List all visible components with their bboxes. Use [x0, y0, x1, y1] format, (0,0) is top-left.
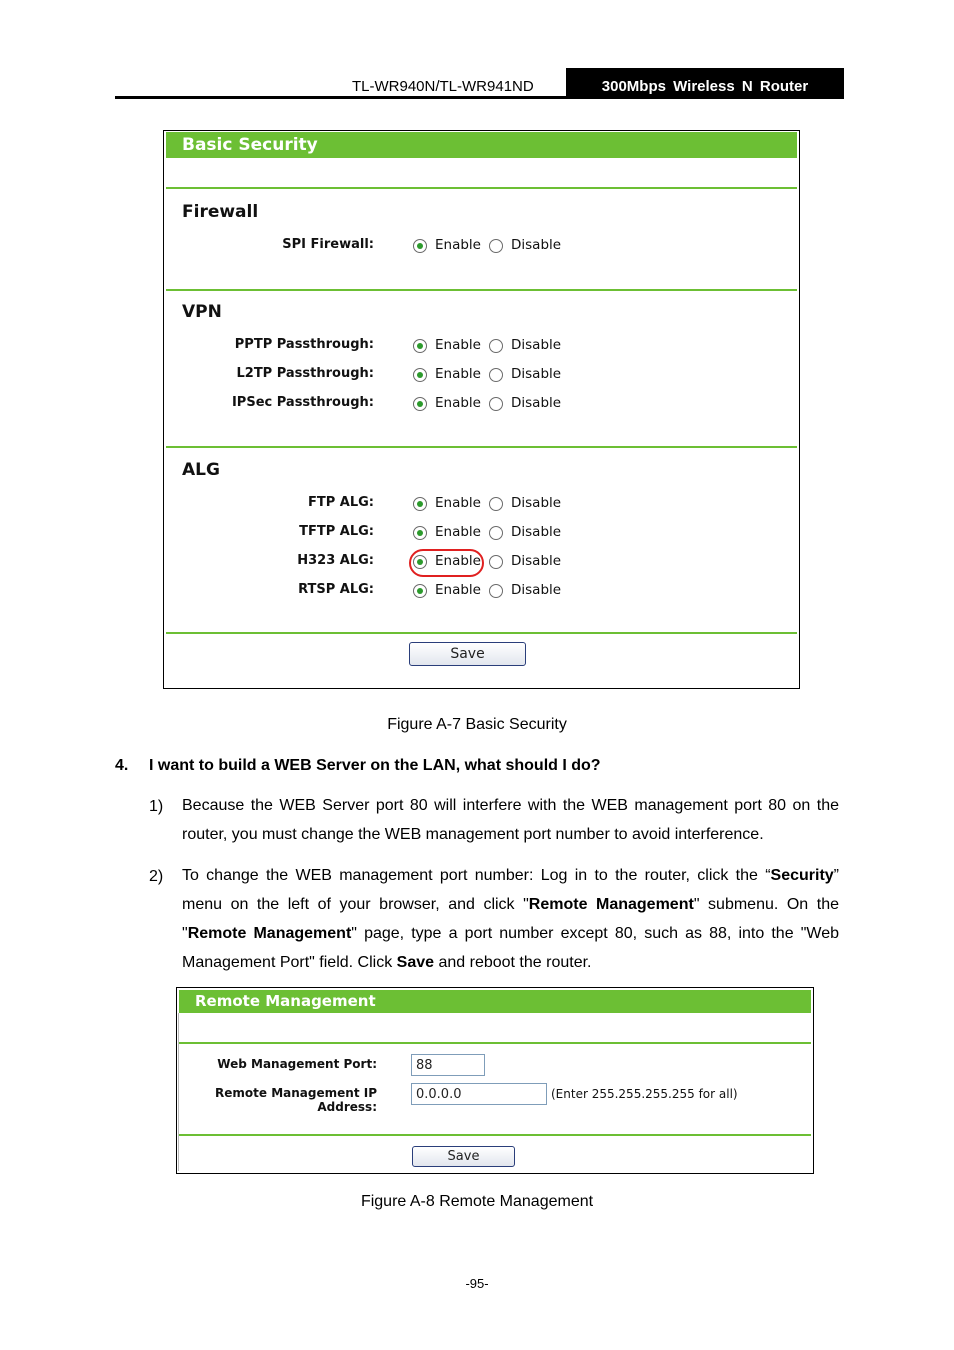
section-title-firewall: Firewall — [182, 202, 259, 222]
step-number: 2) — [149, 868, 164, 885]
enable-label[interactable]: Enable — [435, 237, 481, 253]
step-text-bold: Security — [770, 867, 834, 884]
highlight-circle — [409, 549, 484, 577]
ipsec-disable-radio[interactable] — [489, 397, 503, 411]
question-number: 4. — [115, 757, 129, 774]
ftp-alg-enable-radio[interactable] — [413, 497, 427, 511]
pptp-enable-radio[interactable] — [413, 339, 427, 353]
step-text-part: and reboot the router. — [434, 954, 592, 971]
enable-label[interactable]: Enable — [435, 524, 481, 540]
step-text: Because the WEB Server port 80 will interfere with the WEB management port 80 on the router, you must change the WEB management port number to avoid interference. — [182, 797, 839, 843]
web-management-port-input[interactable]: 88 — [411, 1054, 485, 1076]
panel-title-bar — [179, 990, 811, 1013]
row-label-tftp-alg: TFTP ALG: — [299, 524, 374, 539]
l2tp-enable-radio[interactable] — [413, 368, 427, 382]
step-text-bold: Remote Management — [528, 896, 694, 913]
row-label-ftp-alg: FTP ALG: — [307, 495, 374, 510]
label-remote-management-ip: Remote Management IP Address: — [215, 1086, 377, 1114]
divider — [179, 1134, 811, 1136]
enable-label[interactable]: Enable — [435, 366, 481, 382]
disable-label[interactable]: Disable — [511, 495, 562, 511]
panel-title-bar — [166, 132, 797, 158]
divider — [166, 187, 797, 189]
pptp-disable-radio[interactable] — [489, 339, 503, 353]
step-text-part: ” menu on the left of your browser, and click " — [182, 867, 839, 913]
panel-title: Remote Management — [195, 992, 376, 1010]
step-text-bold: Save — [396, 954, 435, 971]
page-number: -95- — [465, 1276, 489, 1291]
row-label-spi-firewall: SPI Firewall: — [282, 237, 374, 252]
row-label-h323-alg: H323 ALG: — [297, 553, 374, 568]
spi-firewall-disable-radio[interactable] — [489, 239, 503, 253]
disable-label[interactable]: Disable — [511, 395, 562, 411]
divider — [179, 1042, 811, 1044]
ip-hint-text: (Enter 255.255.255.255 for all) — [551, 1087, 738, 1101]
disable-label[interactable]: Disable — [511, 337, 562, 353]
figure-caption: Figure A-8 Remote Management — [360, 1193, 594, 1210]
tftp-alg-enable-radio[interactable] — [413, 526, 427, 540]
disable-label[interactable]: Disable — [511, 553, 562, 569]
figure-caption: Figure A-7 Basic Security — [387, 716, 567, 733]
label-web-management-port: Web Management Port: — [217, 1057, 377, 1071]
step-text-part: " submenu. On the " — [182, 896, 839, 942]
rtsp-alg-disable-radio[interactable] — [489, 584, 503, 598]
row-label-l2tp: L2TP Passthrough: — [236, 366, 374, 381]
enable-label[interactable]: Enable — [435, 582, 481, 598]
step-text-bold: Remote Management — [187, 925, 352, 942]
tftp-alg-disable-radio[interactable] — [489, 526, 503, 540]
ipsec-enable-radio[interactable] — [413, 397, 427, 411]
header-rule — [115, 96, 844, 99]
disable-label[interactable]: Disable — [511, 524, 562, 540]
basic-security-panel — [163, 130, 800, 689]
step-text-part: To change the WEB management port number: Log in to the router, click the “ — [182, 867, 771, 884]
h323-alg-disable-radio[interactable] — [489, 555, 503, 569]
row-label-pptp: PPTP Passthrough: — [234, 337, 374, 352]
section-title-alg: ALG — [182, 460, 220, 480]
remote-management-ip-input[interactable]: 0.0.0.0 — [411, 1083, 547, 1105]
question-text: I want to build a WEB Server on the LAN, what should I do? — [149, 757, 601, 774]
disable-label[interactable]: Disable — [511, 366, 562, 382]
save-button[interactable]: Save — [412, 1146, 515, 1167]
disable-label[interactable]: Disable — [511, 237, 562, 253]
l2tp-disable-radio[interactable] — [489, 368, 503, 382]
section-title-vpn: VPN — [182, 302, 222, 322]
remote-management-panel — [176, 987, 814, 1174]
divider — [166, 446, 797, 448]
panel-title: Basic Security — [182, 135, 318, 155]
header-product: 300Mbps Wireless N Router — [566, 68, 844, 99]
step-text — [182, 861, 839, 977]
row-label-rtsp-alg: RTSP ALG: — [298, 582, 374, 597]
disable-label[interactable]: Disable — [511, 582, 562, 598]
save-button[interactable]: Save — [409, 642, 526, 666]
row-label-ipsec: IPSec Passthrough: — [231, 395, 374, 410]
enable-label[interactable]: Enable — [435, 337, 481, 353]
step-text-part: " page, type a port number except 80, such as 88, into the "Web Management Port" field. Click — [182, 925, 840, 971]
enable-label[interactable]: Enable — [435, 395, 481, 411]
spi-firewall-enable-radio[interactable] — [413, 239, 427, 253]
enable-label[interactable]: Enable — [435, 495, 481, 511]
divider — [166, 289, 797, 291]
ftp-alg-disable-radio[interactable] — [489, 497, 503, 511]
divider — [166, 632, 797, 634]
enable-label[interactable]: Enable — [435, 553, 481, 569]
header-model: TL-WR940N/TL-WR941ND — [352, 78, 534, 95]
step-number: 1) — [149, 798, 164, 815]
rtsp-alg-enable-radio[interactable] — [413, 584, 427, 598]
